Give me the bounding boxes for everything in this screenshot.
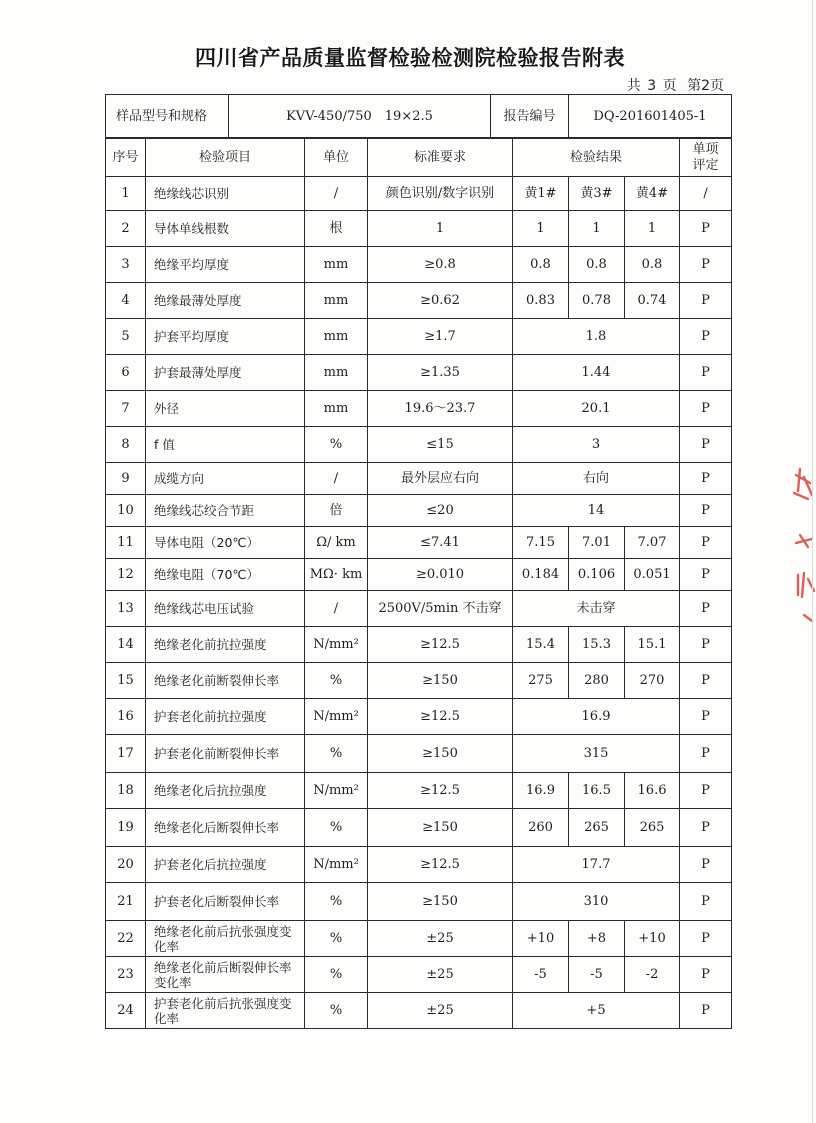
header-seq: 序号 (106, 139, 146, 177)
row-verdict: P (680, 247, 732, 283)
row-requirement: ≥150 (368, 735, 513, 773)
row-seq: 18 (106, 773, 146, 809)
row-result-2: 0.106 (569, 559, 625, 591)
row-seq: 1 (106, 177, 146, 211)
row-seq: 20 (106, 847, 146, 883)
row-unit: 倍 (305, 495, 368, 527)
row-requirement: ≤7.41 (368, 527, 513, 559)
row-result-1: 7.15 (513, 527, 569, 559)
report-title: 四川省产品质量监督检验检测院检验报告附表 (195, 46, 625, 70)
row-item: 成缆方向 (146, 463, 305, 495)
row-seq: 9 (106, 463, 146, 495)
row-unit: mm (305, 391, 368, 427)
row-seq: 13 (106, 591, 146, 627)
row-item: 绝缘线芯电压试验 (146, 591, 305, 627)
row-result-2: -5 (569, 957, 625, 993)
row-unit: % (305, 663, 368, 699)
row-requirement: ≥150 (368, 663, 513, 699)
table-row (106, 591, 732, 627)
row-requirement: 1 (368, 211, 513, 247)
row-item: f 值 (146, 427, 305, 463)
row-result-2: 265 (569, 809, 625, 847)
inspection-results-table (105, 138, 732, 1029)
row-unit: % (305, 883, 368, 921)
table-row (106, 177, 732, 211)
row-item: 护套老化后抗拉强度 (146, 847, 305, 883)
row-unit: % (305, 735, 368, 773)
row-seq: 5 (106, 319, 146, 355)
row-seq: 16 (106, 699, 146, 735)
row-result-1: 黄1# (513, 177, 569, 211)
row-seq: 21 (106, 883, 146, 921)
row-unit: % (305, 957, 368, 993)
page-info (625, 75, 724, 95)
row-verdict: P (680, 559, 732, 591)
row-item: 绝缘老化前断裂伸长率 (146, 663, 305, 699)
row-result: 310 (513, 883, 680, 921)
row-requirement: 19.6～23.7 (368, 391, 513, 427)
table-row (106, 735, 732, 773)
row-unit: / (305, 591, 368, 627)
row-result-1: 16.9 (513, 773, 569, 809)
row-seq: 12 (106, 559, 146, 591)
row-result-1: 1 (513, 211, 569, 247)
row-unit: N/mm² (305, 773, 368, 809)
row-result-3: -2 (625, 957, 680, 993)
row-result: 3 (513, 427, 680, 463)
row-result-1: 0.83 (513, 283, 569, 319)
row-verdict: P (680, 883, 732, 921)
row-result-2: +8 (569, 921, 625, 957)
row-unit: / (305, 177, 368, 211)
report-number-value: DQ-201601405-1 (569, 95, 732, 138)
table-row (106, 921, 732, 957)
row-result-3: 0.8 (625, 247, 680, 283)
table-row (106, 495, 732, 527)
row-requirement: ≤15 (368, 427, 513, 463)
row-result-3: 270 (625, 663, 680, 699)
row-requirement: ≥1.35 (368, 355, 513, 391)
table-row (106, 559, 732, 591)
row-item: 护套老化前断裂伸长率 (146, 735, 305, 773)
row-verdict: P (680, 527, 732, 559)
table-row (106, 319, 732, 355)
row-verdict: P (680, 773, 732, 809)
row-requirement: 最外层应右向 (368, 463, 513, 495)
row-item: 绝缘老化后抗拉强度 (146, 773, 305, 809)
row-unit: mm (305, 283, 368, 319)
header-verdict-text: 单项评定 (692, 141, 719, 173)
table-row (106, 355, 732, 391)
row-verdict: P (680, 463, 732, 495)
header-result: 检验结果 (513, 139, 680, 177)
row-result-2: 黄3# (569, 177, 625, 211)
row-result: 16.9 (513, 699, 680, 735)
row-verdict: P (680, 283, 732, 319)
row-seq: 10 (106, 495, 146, 527)
row-item: 导体电阻（20℃） (146, 527, 305, 559)
row-result-3: 0.74 (625, 283, 680, 319)
row-item: 导体单线根数 (146, 211, 305, 247)
row-result-2: 7.01 (569, 527, 625, 559)
row-result-1: 275 (513, 663, 569, 699)
row-result: 右向 (513, 463, 680, 495)
row-verdict: P (680, 993, 732, 1029)
row-requirement: ≥1.7 (368, 319, 513, 355)
row-item: 绝缘老化后断裂伸长率 (146, 809, 305, 847)
row-result-1: 0.8 (513, 247, 569, 283)
header-unit: 单位 (305, 139, 368, 177)
table-row (106, 809, 732, 847)
table-row (106, 283, 732, 319)
row-seq: 3 (106, 247, 146, 283)
row-result-1: -5 (513, 957, 569, 993)
table-row (106, 699, 732, 735)
row-seq: 23 (106, 957, 146, 993)
row-result-2: 0.78 (569, 283, 625, 319)
row-unit: % (305, 921, 368, 957)
table-row (106, 211, 732, 247)
row-unit: mm (305, 247, 368, 283)
row-requirement: ≤20 (368, 495, 513, 527)
header-verdict (680, 139, 732, 177)
row-result-3: 16.6 (625, 773, 680, 809)
row-item: 护套老化前抗拉强度 (146, 699, 305, 735)
row-result-2: 1 (569, 211, 625, 247)
row-result: 1.44 (513, 355, 680, 391)
row-requirement: 颜色识别/数字识别 (368, 177, 513, 211)
row-requirement: ≥150 (368, 809, 513, 847)
row-seq: 19 (106, 809, 146, 847)
row-result-3: 黄4# (625, 177, 680, 211)
row-unit: % (305, 809, 368, 847)
total-prefix: 共 (626, 78, 641, 94)
row-item: 绝缘老化前后断裂伸长率变化率 (146, 957, 305, 993)
row-result-3: 7.07 (625, 527, 680, 559)
row-requirement: ≥12.5 (368, 627, 513, 663)
row-result: 20.1 (513, 391, 680, 427)
row-result: 未击穿 (513, 591, 680, 627)
row-item: 绝缘老化前抗拉强度 (146, 627, 305, 663)
table-row (106, 391, 732, 427)
row-result: 14 (513, 495, 680, 527)
row-unit: mm (305, 319, 368, 355)
row-requirement: ±25 (368, 957, 513, 993)
total-pages: 3 (647, 78, 657, 94)
row-unit: MΩ· km (305, 559, 368, 591)
row-item: 护套老化前后抗张强度变化率 (146, 993, 305, 1029)
row-result-3: 265 (625, 809, 680, 847)
table-row (106, 847, 732, 883)
row-result-1: +10 (513, 921, 569, 957)
row-requirement: ≥12.5 (368, 773, 513, 809)
row-result: 315 (513, 735, 680, 773)
row-requirement: ≥150 (368, 883, 513, 921)
row-result-1: 15.4 (513, 627, 569, 663)
row-item: 绝缘线芯识别 (146, 177, 305, 211)
row-requirement: ≥12.5 (368, 847, 513, 883)
row-requirement: ≥0.8 (368, 247, 513, 283)
row-seq: 17 (106, 735, 146, 773)
row-item: 绝缘线芯绞合节距 (146, 495, 305, 527)
row-unit: 根 (305, 211, 368, 247)
row-result-2: 280 (569, 663, 625, 699)
table-row (106, 247, 732, 283)
row-item: 绝缘最薄处厚度 (146, 283, 305, 319)
row-verdict: P (680, 921, 732, 957)
row-item: 外径 (146, 391, 305, 427)
row-verdict: P (680, 591, 732, 627)
row-seq: 2 (106, 211, 146, 247)
model-label: 样品型号和规格 (106, 95, 229, 138)
row-unit: / (305, 463, 368, 495)
table-row (106, 427, 732, 463)
row-result-1: 260 (513, 809, 569, 847)
row-verdict: P (680, 211, 732, 247)
row-requirement: ±25 (368, 921, 513, 957)
header-requirement: 标准要求 (368, 139, 513, 177)
row-verdict: P (680, 847, 732, 883)
table-row (106, 527, 732, 559)
row-seq: 7 (106, 391, 146, 427)
row-verdict: / (680, 177, 732, 211)
row-verdict: P (680, 495, 732, 527)
row-result-3: 0.051 (625, 559, 680, 591)
row-result: 17.7 (513, 847, 680, 883)
row-requirement: ≥0.010 (368, 559, 513, 591)
row-seq: 4 (106, 283, 146, 319)
row-result-2: 15.3 (569, 627, 625, 663)
model-value: KVV-450/750 19×2.5 (229, 95, 491, 138)
row-requirement: ≥0.62 (368, 283, 513, 319)
row-result-3: +10 (625, 921, 680, 957)
row-verdict: P (680, 319, 732, 355)
row-seq: 8 (106, 427, 146, 463)
row-result-2: 16.5 (569, 773, 625, 809)
row-verdict: P (680, 391, 732, 427)
row-result-3: 15.1 (625, 627, 680, 663)
table-row (106, 463, 732, 495)
row-verdict: P (680, 809, 732, 847)
current-page: 第2页 (687, 78, 724, 94)
row-result: 1.8 (513, 319, 680, 355)
row-unit: N/mm² (305, 699, 368, 735)
row-seq: 22 (106, 921, 146, 957)
row-verdict: P (680, 355, 732, 391)
row-seq: 14 (106, 627, 146, 663)
row-item: 护套平均厚度 (146, 319, 305, 355)
total-suffix: 页 (662, 78, 677, 94)
row-unit: N/mm² (305, 627, 368, 663)
row-result: +5 (513, 993, 680, 1029)
row-unit: % (305, 993, 368, 1029)
row-verdict: P (680, 663, 732, 699)
row-seq: 24 (106, 993, 146, 1029)
header-item: 检验项目 (146, 139, 305, 177)
row-unit: % (305, 427, 368, 463)
row-unit: N/mm² (305, 847, 368, 883)
sample-header-table (105, 94, 732, 138)
row-requirement: ±25 (368, 993, 513, 1029)
table-header-row (106, 139, 732, 177)
row-requirement: ≥12.5 (368, 699, 513, 735)
row-seq: 15 (106, 663, 146, 699)
row-unit: mm (305, 355, 368, 391)
row-verdict: P (680, 427, 732, 463)
row-verdict: P (680, 957, 732, 993)
row-item: 绝缘老化前后抗张强度变化率 (146, 921, 305, 957)
table-row (106, 773, 732, 809)
row-result-2: 0.8 (569, 247, 625, 283)
row-seq: 6 (106, 355, 146, 391)
row-result-1: 0.184 (513, 559, 569, 591)
row-item: 护套最薄处厚度 (146, 355, 305, 391)
row-item: 绝缘平均厚度 (146, 247, 305, 283)
table-row (106, 883, 732, 921)
table-row (106, 663, 732, 699)
row-item: 绝缘电阻（70℃） (146, 559, 305, 591)
report-number-label: 报告编号 (491, 95, 569, 138)
row-requirement: 2500V/5min 不击穿 (368, 591, 513, 627)
row-unit: Ω/ km (305, 527, 368, 559)
table-row (106, 993, 732, 1029)
row-verdict: P (680, 735, 732, 773)
row-seq: 11 (106, 527, 146, 559)
row-item: 护套老化后断裂伸长率 (146, 883, 305, 921)
scan-edge-line (812, 0, 813, 1123)
row-verdict: P (680, 699, 732, 735)
row-verdict: P (680, 627, 732, 663)
sample-header-row (106, 95, 732, 138)
table-row (106, 627, 732, 663)
row-result-3: 1 (625, 211, 680, 247)
table-row (106, 957, 732, 993)
